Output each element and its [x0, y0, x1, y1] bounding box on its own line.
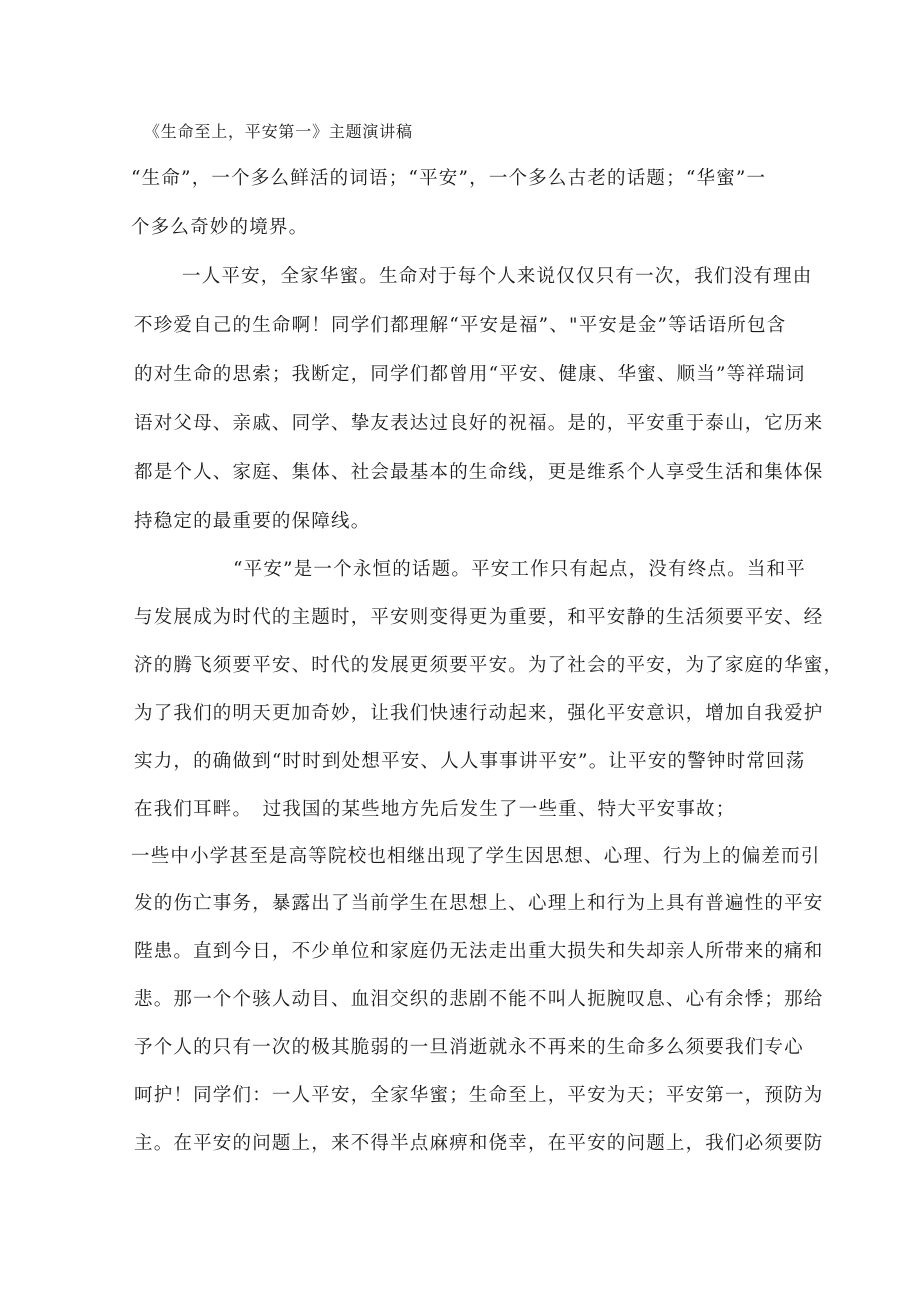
paragraph-line: 陛患。直到今日，不少单位和家庭仍无法走出重大损失和失却亲人所带来的痛和	[134, 941, 824, 962]
paragraph-line: 为了我们的明天更加奇妙，让我们快速行动起来，强化平安意识，增加自我爱护	[134, 703, 824, 724]
paragraph-line: 发的伤亡事务，暴露出了当前学生在思想上、心理上和行为上具有普遍性的平安	[134, 893, 824, 914]
paragraph-line: “生命”，一个多么鲜活的词语；“平安”，一个多么古老的话题；“华蜜”一	[131, 168, 767, 189]
paragraph-line: 悲。那一个个骇人动目、血泪交织的悲剧不能不叫人扼腕叹息、心有余悸；那给	[134, 989, 824, 1010]
paragraph-line: 呵护！同学们：一人平安，全家华蜜；生命至上，平安为天；平安第一，预防为	[134, 1085, 824, 1106]
paragraph-line: 予个人的只有一次的极其脆弱的一旦消逝就永不再来的生命多么须要我们专心	[134, 1037, 804, 1058]
paragraph-line: 都是个人、家庭、集体、社会最基本的生命线，更是维系个人享受生活和集体保	[134, 462, 824, 483]
paragraph-line: “平安”是一个永恒的话题。平安工作只有起点，没有终点。当和平	[233, 559, 806, 580]
paragraph-line: 与发展成为时代的主题时，平安则变得更为重要，和平安静的生活须要平安、经	[134, 607, 824, 628]
paragraph-line: 实力，的确做到“时时到处想平安、人人事事讲平安”。让平安的警钟时常回荡	[134, 751, 806, 772]
paragraph-line: 一人平安，全家华蜜。生命对于每个人来说仅仅只有一次，我们没有理由	[182, 266, 813, 287]
paragraph-line: 个多么奇妙的境界。	[131, 217, 309, 238]
paragraph-line: 在我们耳畔。 过我国的某些地方先后发生了一些重、特大平安事故；	[134, 799, 736, 820]
paragraph-line: 主。在平安的问题上，来不得半点麻痹和侥幸，在平安的问题上，我们必须要防	[134, 1133, 824, 1154]
document-title: 《生命至上，平安第一》主题演讲稿	[144, 122, 413, 141]
paragraph-line: 持稳定的最重要的保障线。	[134, 511, 371, 532]
paragraph-line: 一些中小学甚至是高等院校也相继出现了学生因思想、心理、行为上的偏差而引	[131, 846, 821, 867]
paragraph-line: 的对生命的思索；我断定，同学们都曾用“平安、健康、华蜜、顺当”等祥瑞词	[134, 364, 806, 385]
paragraph-line: 语对父母、亲戚、同学、挚友表达过良好的祝福。是的，平安重于泰山，它历来	[134, 413, 824, 434]
paragraph-line: 济的腾飞须要平安、时代的发展更须要平安。为了社会的平安，为了家庭的华蜜，	[134, 655, 844, 676]
paragraph-line: 不珍爱自己的生命啊！同学们都理解“平安是福”、"平安是金”等话语所包含	[134, 315, 787, 336]
